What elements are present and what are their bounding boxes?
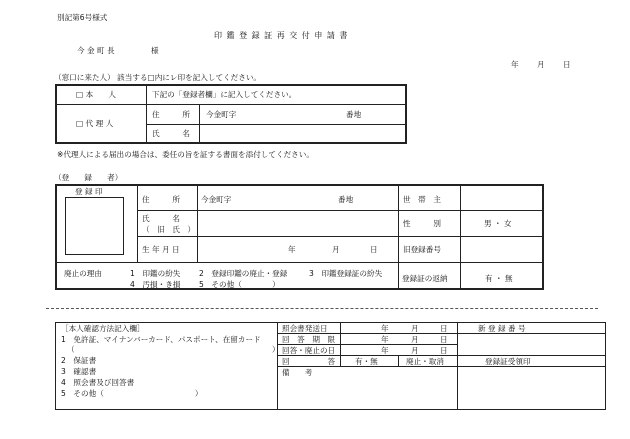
answer-deadline-label: 回 答 期 限: [282, 335, 336, 344]
page-title: 印 鑑 登 録 証 再 交 付 申 請 書: [214, 31, 349, 40]
remarks-label: 備 考: [282, 368, 313, 377]
id-method-1-blank: （ ）: [67, 345, 280, 354]
registrant-old-surname-label: （ 旧 氏 ）: [142, 225, 196, 234]
birth-year-label: 年: [288, 245, 296, 254]
answer-label: 回 答: [282, 357, 336, 366]
agent-name-label: 氏 名: [152, 129, 190, 138]
reason-5[interactable]: 5 その他（ ）: [199, 280, 280, 289]
date-day-label: 日: [563, 60, 571, 69]
addressee: 今 金 町 長: [77, 46, 115, 55]
inquiry-month: 月: [411, 324, 419, 333]
form-number: 別記第6号様式: [57, 13, 108, 22]
id-method-3: 3 確認書: [61, 367, 97, 376]
agent-checkbox[interactable]: □ 代 理 人: [76, 119, 114, 128]
deadline-month: 月: [411, 335, 419, 344]
householder-label: 世 帯 主: [403, 195, 441, 204]
date-year-label: 年: [511, 60, 519, 69]
reason-3[interactable]: 3 印鑑登録証の紛失: [309, 269, 383, 278]
return-label: 登録証の返納: [402, 274, 448, 283]
seal-box: [65, 197, 124, 255]
registrant-box: [55, 184, 544, 290]
return-value[interactable]: 有 ・ 無: [485, 274, 513, 283]
inquiry-sent-label: 照会書発送日: [282, 324, 328, 333]
answer-value: 有・無: [355, 357, 378, 366]
registrant-address-label: 住 所: [142, 195, 180, 204]
self-checkbox[interactable]: □ 本 人: [76, 90, 116, 99]
id-method-4: 4 照会書及び回答書: [61, 378, 135, 387]
answer-month: 月: [411, 346, 419, 355]
sex-label: 性 別: [403, 219, 441, 228]
inquiry-day: 日: [440, 324, 448, 333]
agent-note: ※代理人による届出の場合は、委任の旨を証する書面を添付してください。: [57, 150, 314, 159]
new-number-label: 新 登 録 番 号: [478, 324, 526, 333]
applicant-instruction: （窓口に来た人） 該当する□内にレ印を記入してください。: [54, 73, 262, 82]
deadline-day: 日: [440, 335, 448, 344]
agent-lot-label: 番地: [346, 110, 362, 119]
registrant-address-value[interactable]: 今金町字: [201, 195, 232, 204]
date-month-label: 月: [537, 60, 545, 69]
old-number-label: 旧登録番号: [403, 245, 441, 254]
birth-day-label: 日: [370, 245, 378, 254]
birth-label: 生 年 月 日: [142, 245, 180, 254]
answer-day: 日: [440, 346, 448, 355]
cancel-value: 廃止・取消: [406, 357, 444, 366]
sex-value[interactable]: 男 ・ 女: [484, 219, 512, 228]
receipt-seal-label: 登録証受領印: [485, 357, 531, 366]
birth-month-label: 月: [332, 245, 340, 254]
answer-date-label: 回答・廃止の日: [282, 346, 336, 355]
id-method-2: 2 保証書: [61, 356, 97, 365]
registrant-header: （登 録 者）: [54, 173, 123, 182]
deadline-year: 年: [381, 335, 389, 344]
cut-line: [46, 308, 598, 309]
id-method-1: 1 免許証、マイナンバーカード、パスポート、在留カード: [61, 335, 261, 344]
reason-label: 廃止の理由: [64, 269, 102, 278]
agent-address-label: 住 所: [152, 110, 190, 119]
inquiry-year: 年: [381, 324, 389, 333]
reason-2[interactable]: 2 登録印鑑の廃止・登録: [199, 269, 288, 278]
self-instruction: 下記の「登録者欄」に記入してください。: [152, 90, 297, 99]
answer-year: 年: [381, 346, 389, 355]
seal-label: 登 録 印: [75, 187, 103, 196]
reason-1[interactable]: 1 印鑑の紛失: [130, 269, 181, 278]
registrant-lot-label: 番地: [338, 195, 354, 204]
id-method-header: ［本人確認方法記入欄］: [61, 324, 145, 333]
id-method-5: 5 その他（ ）: [61, 389, 203, 398]
reason-4[interactable]: 4 汚損・き損: [130, 280, 181, 289]
agent-address-value[interactable]: 今金町字: [206, 110, 237, 119]
registrant-name-label: 氏 名: [142, 214, 180, 223]
honorific: 様: [151, 46, 159, 55]
